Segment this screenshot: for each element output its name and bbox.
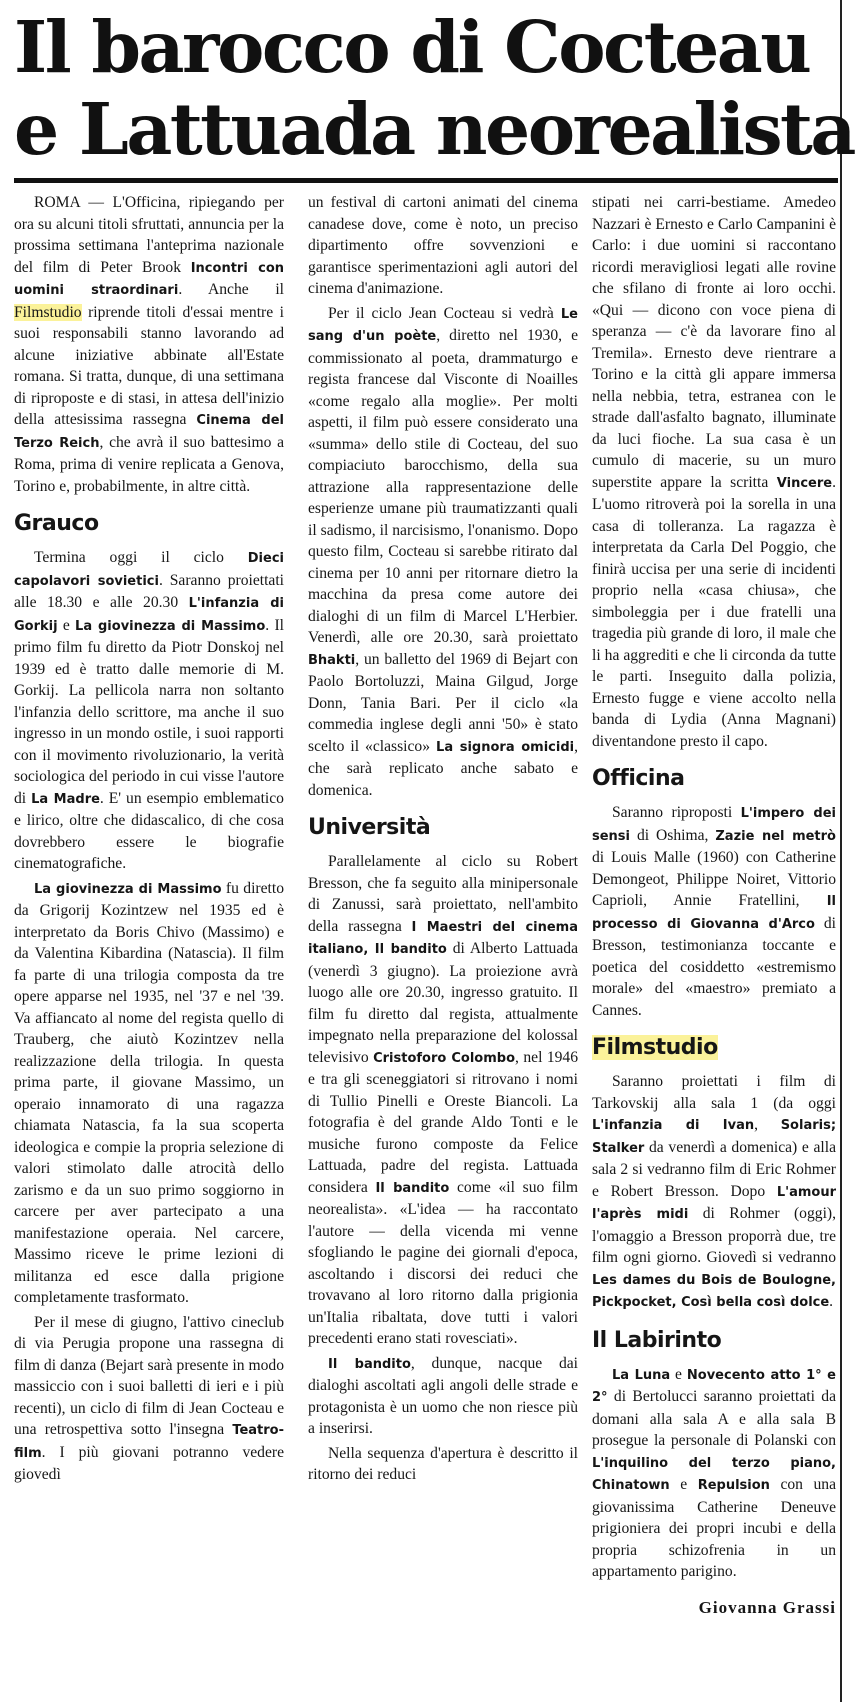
text-run: , un balletto del 1969 di Bejart con Paolo Bortoluzzi, Maina Gilgud, Jorge Donn, Tania Bari. Per il ciclo «la commedia inglese degli anni '50» è stato scelto il «classico» xyxy=(308,650,578,755)
text-run: di Rohmer (oggi), l'omaggio a Bresson proporrà due, tre film ogni giorno. Giovedì si vedranno xyxy=(592,1205,836,1266)
film-title: Cristoforo Colombo xyxy=(373,1050,516,1066)
text-run: di Bertolucci saranno proiettati da domani alla sala A e alla sala B prosegue la personale di Polanski con xyxy=(592,1388,836,1449)
article-column-3 xyxy=(592,192,836,1692)
text-run: . I più giovani potranno vedere giovedì xyxy=(14,1443,284,1483)
text-run: riprende titoli d'essai mentre i suoi responsabili stanno lavorando ad alcune iniziative abbinate all'Estate romana. Si tratta, dunque, di una settimana di riproposte e di stasi, in attesa dell'inizio della attesissima rassegna xyxy=(14,303,284,428)
text-run: e xyxy=(670,1365,687,1383)
film-title: L'infanzia di Ivan xyxy=(592,1118,755,1133)
film-title: La signora omicidi xyxy=(436,739,575,755)
film-title: Zazie nel metrò xyxy=(715,828,836,844)
text-run: Nella sequenza d'apertura è descritto il ritorno dei reduci xyxy=(308,1444,578,1483)
film-title: La Luna xyxy=(612,1367,671,1383)
section-heading-labirinto: Il Labirinto xyxy=(592,1327,722,1353)
paragraph xyxy=(308,1353,578,1440)
text-run: e xyxy=(669,1476,698,1493)
text-run: , che sarà replicato anche sabato e domenica. xyxy=(308,737,578,799)
text-run: , dunque, nacque dai dialoghi ascoltati agli angoli delle strade e protagonista è un uomo che non riesce più a inserirsi. xyxy=(308,1354,578,1437)
film-title: Teatro-film xyxy=(14,1423,284,1461)
paragraph xyxy=(14,1312,284,1486)
byline: Giovanna Grassi xyxy=(698,1597,836,1617)
paragraph xyxy=(14,878,284,1309)
film-title: L'inquilino del terzo piano, Chinatown xyxy=(592,1455,836,1493)
headline xyxy=(14,5,854,171)
text-run: , nel 1946 e tra gli sceneggiatori si ritrovano i nomi di Tullio Pinelli e Oreste Biancoli. La fotografia è del grande Aldo Tonti e le musiche furono composte da Felice Lattuada, padre del regista. Lattuada considera xyxy=(308,1048,578,1196)
text-run: . E' un esempio emblematico e lirico, oltre che didascalico, di che cosa dovrebbero essere le biografie cinematografiche. xyxy=(14,789,284,872)
film-title: Dieci capolavori sovietici xyxy=(14,551,284,589)
section-heading-grauco: Grauco xyxy=(14,511,99,536)
text-run: . xyxy=(829,1293,834,1310)
section-heading-universita: Università xyxy=(308,815,431,840)
paragraph-intro xyxy=(14,192,284,497)
text-run: di Louis Malle (1960) con Catherine Demongeot, Philippe Noiret, Vittorio Caprioli, Annie Fratellini, xyxy=(592,849,836,909)
film-title: Il processo di Giovanna d'Arco xyxy=(592,894,836,932)
text-run: un festival di cartoni animati del cinema canadese dove, come è noto, un preciso dipartimento offre sovvenzioni e garantisce sperimentazioni agli autori del cinema d'animazione. xyxy=(308,194,578,297)
text-run: di Bresson, testimonianza toccante e poetica del cosiddetto «estremismo morale» del «maestro» premiato a Cannes. xyxy=(592,914,836,1019)
text-run: di Oshima, xyxy=(630,826,716,844)
section-heading-filmstudio xyxy=(592,1033,836,1063)
film-title: Solaris; Stalker xyxy=(592,1118,836,1156)
film-title: Il bandito xyxy=(328,1356,411,1372)
paragraph xyxy=(592,1364,836,1583)
text-run: come «il suo film neorealista». «L'idea — ha raccontato l'autore — della vicenda mi venne sfogliando le pagine dei giornali d'epoca, ascoltando i discorsi dei reduci che trovavano al loro ritorno dalla prigionia un'Italia ribaltata, dove tutti i valori precedenti erano stati rovesciati». xyxy=(308,1178,578,1347)
text-run: , che avrà il suo battesimo a Roma, prima di venire replicata a Genova, Torino e, probabilmente, in altre città. xyxy=(14,433,284,495)
text-run: Saranno proiettati i film di Tarkovskij alla sala 1 (da oggi xyxy=(592,1073,836,1112)
film-title: Cinema del Terzo Reich xyxy=(14,413,284,451)
paragraph xyxy=(592,1071,836,1314)
film-title: Repulsion xyxy=(697,1478,770,1493)
film-title: Novecento atto 1° e 2° xyxy=(592,1367,836,1405)
section-heading-officina: Officina xyxy=(592,766,685,791)
text-run: da venerdì a domenica) e alla sala 2 si vedranno film di Eric Rohmer e Robert Bresson. Dopo xyxy=(592,1138,836,1200)
film-title: Vincere xyxy=(776,475,833,491)
film-title: Bhakti xyxy=(308,652,356,668)
text-run: ROMA — L'Officina, ripiegando per ora su alcuni titoli sfruttati, annuncia per la prossima settimana l'anteprima nazionale del film di Peter Brook xyxy=(14,194,284,276)
film-title: La Madre xyxy=(31,791,100,807)
film-title: L'impero dei sensi xyxy=(592,806,836,844)
text-run: con una giovanissima Catherine Deneuve prigioniera dei propri incubi e della propria schizofrenia in un appartamento parigino. xyxy=(592,1476,836,1580)
text-run: Parallelamente al ciclo su Robert Bresson, che fa seguito alla minipersonale di Zanussi, sarà proiettato, nell'ambito della rassegna xyxy=(308,853,578,935)
film-title: La giovinezza di Massimo xyxy=(75,618,266,634)
paragraph xyxy=(308,192,578,300)
text-run: . Il primo film fu diretto da Piotr Donskoj nel 1939 ed è tratto dalle memorie di M. Gorkij. La pellicola narra non soltanto l'infanzia dello scrittore, ma anche il suo ingresso in un mondo ostile, i suoi rapporti con il movimento rivoluzionario, la verità sociologica del periodo in cui visse l'autore di xyxy=(14,616,284,807)
text-run: . Anche il xyxy=(178,281,284,298)
paragraph xyxy=(592,192,836,752)
paragraph xyxy=(308,303,578,802)
text-run: Saranno riproposti xyxy=(612,804,741,821)
film-title: Les dames du Bois de Boulogne, Pickpocket, Così bella così dolce xyxy=(592,1272,836,1310)
text-run: . L'uomo ritroverà poi la sorella in una casa di tolleranza. La ragazza è interpretata da Carla Del Poggio, che finirà uccisa per una serie di incidenti proprio nella «casa chiusa», che simboleggia per i due fratelli una tragedia più grande di loro, il male che li ha aggrediti e che li circonda da tutte le parti. Inseguito dalla polizia, Ernesto fugge e viene accolto nella banda di Lydia (Anna Magnani) diventandone presto il capo. xyxy=(592,473,836,750)
headline-rule xyxy=(14,178,838,183)
column-rule-right xyxy=(840,0,842,1702)
text-run: di Alberto Lattuada (venerdì 3 giugno). La proiezione avrà luogo alle ore 20.30, ingresso gratuito. Il film fu diretto dal regista, attualmente impegnato nella preparazione del kolossal televisivo xyxy=(308,940,578,1066)
text-run: Termina oggi il ciclo xyxy=(34,549,248,566)
text-run: fu diretto da Grigorij Kozintzew nel 1935 ed è interpretato da Boris Chivo (Massimo) e da Valentina Kibardina (Natascia). Il film fa parte di una trilogia composta da tre opere apparse nel 1935, nel '37 e nel '39. Va affiancato al nome del regista quello di Trauberg, che aiutò Kozintzev nella realizzazione della trilogia. In questa prima parte, il giovane Massimo, un operaio innamorato di una ragazza chiamata Natascia, fa la sua scoperta ideologica e compie la propria selezione di valori stimolato dalle atrocità dello zarismo e da un suo primo soggiorno in carcere per aver partecipato a una manifestazione operaia. Nel carcere, Massimo riceve le prime lezioni di militanza ed esce dalla prigione completamente trasformato. xyxy=(14,879,284,1306)
text-run: , diretto nel 1930, e commissionato al poeta, drammaturgo e regista francese dal Visconte di Noailles «come regalo alla moglie». Per molti aspetti, il film può essere considerato una «summa» dello stile di Cocteau, del suo compiaciuto barocchismo, della sua attrazione alla rappresentazione delle esperienze umane più traumatizzanti quali il sadismo, il narcisismo, l'onanismo. Dopo questo film, Cocteau si sarebbe ritirato dal cinema per 10 anni per ritornare dietro la macchina da presa come autore dei dialoghi di un film di Marcel L'Herbier. Venerdì, alle ore 20.30, sarà proiettato xyxy=(308,327,578,646)
film-title: Incontri con uomini straordinari xyxy=(14,260,284,298)
film-title: Le sang d'un poète xyxy=(308,306,578,344)
text-run: Per il ciclo Jean Cocteau si vedrà xyxy=(328,304,561,322)
film-title: L'infanzia di Gorkij xyxy=(14,596,284,634)
film-title: La giovinezza di Massimo xyxy=(34,881,222,897)
article-column-2 xyxy=(308,192,578,1692)
paragraph xyxy=(14,547,284,875)
paragraph xyxy=(308,851,578,1350)
text-run: . Saranno proiettati alle 18.30 e alle 20.30 xyxy=(14,571,284,611)
text-run: stipati nei carri-bestiame. Amedeo Nazzari è Ernesto e Carlo Campanini è Carlo: i due uomini si raccontano ricordi meravigliosi legati alle rovine che sfilano di fronte ai loro occhi. «Qui — dicono con voce piena di speranza — c'è da lavorare fino al Tremila». Ernesto deve rientrare a Torino e la città gli appare immersa nella nebbia, tetra, estranea con le strade dall'asfalto bagnato, illuminate da luci fioche. La sua casa è un cumulo di macerie, su un muro superstite appare la scritta xyxy=(592,194,836,491)
highlighted-term: Filmstudio xyxy=(14,303,82,321)
headline-line-1: Il barocco di Cocteau xyxy=(14,5,810,89)
highlighted-heading: Filmstudio xyxy=(592,1035,718,1060)
text-run: Per il mese di giugno, l'attivo cineclub di via Perugia propone una rassegna di film di danza (Bejart sarà presente in modo massiccio con i suoi balletti di ieri e i più recenti), un ciclo di film di Jean Cocteau e una retrospettiva sotto l'insegna xyxy=(14,1313,284,1438)
text-run: e xyxy=(57,616,76,634)
film-title: I Maestri del cinema italiano, Il bandito xyxy=(308,919,578,957)
film-title: Il bandito xyxy=(375,1180,450,1196)
paragraph xyxy=(592,802,836,1021)
film-title: L'amour l'après midi xyxy=(592,1184,836,1222)
paragraph xyxy=(308,1443,578,1486)
headline-line-2: e Lattuada neorealista xyxy=(14,87,854,171)
text-run: , xyxy=(754,1116,781,1133)
article-column-1 xyxy=(14,192,284,1692)
